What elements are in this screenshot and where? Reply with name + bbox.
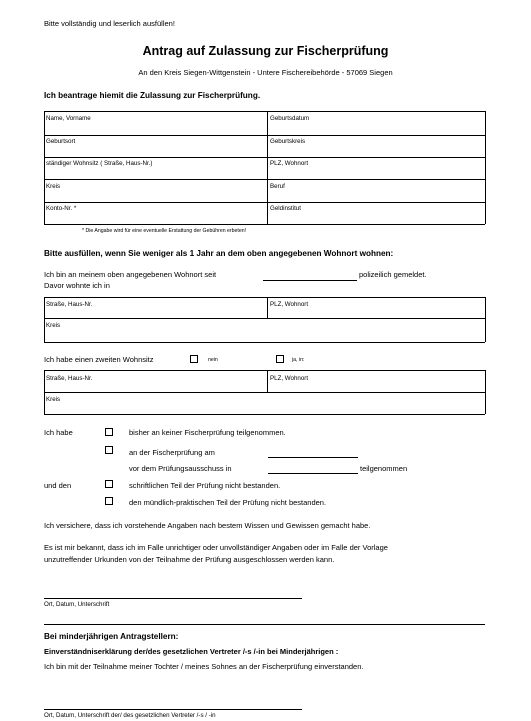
exam-committee-label: vor dem Prüfungsausschuss in (129, 464, 232, 473)
signature-line[interactable] (44, 598, 302, 599)
second-district-label[interactable]: Kreis (46, 396, 61, 403)
exam-written-failed-checkbox[interactable] (105, 480, 113, 488)
residence-since-label: Ich bin an meinem oben angegebenen Wohnort seit (44, 270, 217, 279)
residence-since-line[interactable] (263, 280, 357, 281)
exam-written-failed-label: schriftlichen Teil der Prüfung nicht bestanden. (129, 481, 281, 490)
field-occupation-label[interactable]: Beruf (270, 183, 285, 190)
field-birthplace-label[interactable]: Geburtsort (46, 138, 76, 145)
signature-label: Ort, Datum, Unterschrift (44, 601, 110, 608)
page-title: Antrag auf Zulassung zur Fischerprüfung (142, 44, 389, 58)
second-street-label[interactable]: Straße, Haus-Nr. (46, 375, 93, 382)
declaration-consequence-line2: unzutreffender Urkunden von der Teilnahme der Prüfung ausgeschlossen werden kann. (44, 555, 335, 564)
minors-consent-text: Ich bin mit der Teilnahme meiner Tochter / meines Sohnes an der Fischerprüfung einverstanden. (44, 662, 364, 671)
prev-street-label[interactable]: Straße, Haus-Nr. (46, 301, 93, 308)
account-footnote: * Die Angabe wird für eine eventuelle Erstattung der Gebühren erbeten! (82, 228, 247, 234)
exam-committee-suffix: teilgenommen (360, 464, 408, 473)
guardian-signature-label: Ort, Datum, Unterschrift der/ des gesetzlichen Vertreter /-s / -in (44, 712, 216, 719)
exam-never-label: bisher an keiner Fischerprüfung teilgenommen. (129, 428, 286, 437)
header-note: Bitte vollständig und leserlich ausfüllen! (44, 19, 175, 28)
residence-since-suffix: polizeilich gemeldet. (359, 270, 427, 279)
field-birthdate-label[interactable]: Geburtsdatum (270, 115, 310, 122)
field-name-label[interactable]: Name, Vorname (46, 115, 91, 122)
field-birthdistrict-label[interactable]: Geburtskreis (270, 138, 306, 145)
second-residence-no-label: nein (208, 357, 218, 363)
second-residence-yes-label: ja, in: (292, 357, 305, 363)
residence-heading: Bitte ausfüllen, wenn Sie weniger als 1 Jahr an dem oben angegebenen Wohnort wohnen: (44, 249, 394, 258)
authority-address: An den Kreis Siegen-Wittgenstein - Untere Fischereibehörde - 57069 Siegen (138, 68, 393, 77)
exam-participated-label: an der Fischerprüfung am (129, 448, 215, 457)
second-residence-label: Ich habe einen zweiten Wohnsitz (44, 355, 154, 364)
field-account-label[interactable]: Konto-Nr. * (46, 205, 77, 212)
second-residence-no-checkbox[interactable] (190, 355, 198, 363)
previous-residence-label: Davor wohnte ich in (44, 281, 110, 290)
application-statement: Ich beantrage hiemit die Zulassung zur Fischerprüfung. (44, 91, 261, 100)
exam-participated-checkbox[interactable] (105, 446, 113, 454)
minors-heading: Bei minderjährigen Antragstellern: (44, 632, 179, 641)
exam-ich-habe-label: Ich habe (44, 428, 73, 437)
prev-plz-label[interactable]: PLZ, Wohnort (270, 301, 309, 308)
exam-practical-failed-label: den mündlich-praktischen Teil der Prüfung nicht bestanden. (129, 498, 327, 507)
exam-never-checkbox[interactable] (105, 428, 113, 436)
field-residence-label[interactable]: ständiger Wohnsitz ( Straße, Haus-Nr.) (46, 160, 153, 167)
field-district-label[interactable]: Kreis (46, 183, 61, 190)
second-residence-yes-checkbox[interactable] (276, 355, 284, 363)
exam-committee-line[interactable] (268, 473, 358, 474)
exam-practical-failed-checkbox[interactable] (105, 497, 113, 505)
field-postcode-label[interactable]: PLZ, Wohnort (270, 160, 309, 167)
second-plz-label[interactable]: PLZ, Wohnort (270, 375, 309, 382)
prev-district-label[interactable]: Kreis (46, 322, 61, 329)
section-divider (44, 624, 485, 625)
field-bank-label[interactable]: Geldinstitut (270, 205, 301, 212)
minors-subheading: Einverständniserklärung der/des gesetzlichen Vertreter /-s /-in bei Minderjährigen : (44, 647, 339, 656)
declaration-consequence-line1: Es ist mir bekannt, dass ich im Falle unrichtiger oder unvollständiger Angaben oder im Falle der Vorlage (44, 543, 388, 552)
declaration-truth: Ich versichere, dass ich vorstehende Angaben nach bestem Wissen und Gewissen gemacht habe. (44, 521, 371, 530)
exam-und-den-label: und den (44, 481, 72, 490)
guardian-signature-line[interactable] (44, 709, 302, 710)
exam-date-line[interactable] (268, 457, 358, 458)
